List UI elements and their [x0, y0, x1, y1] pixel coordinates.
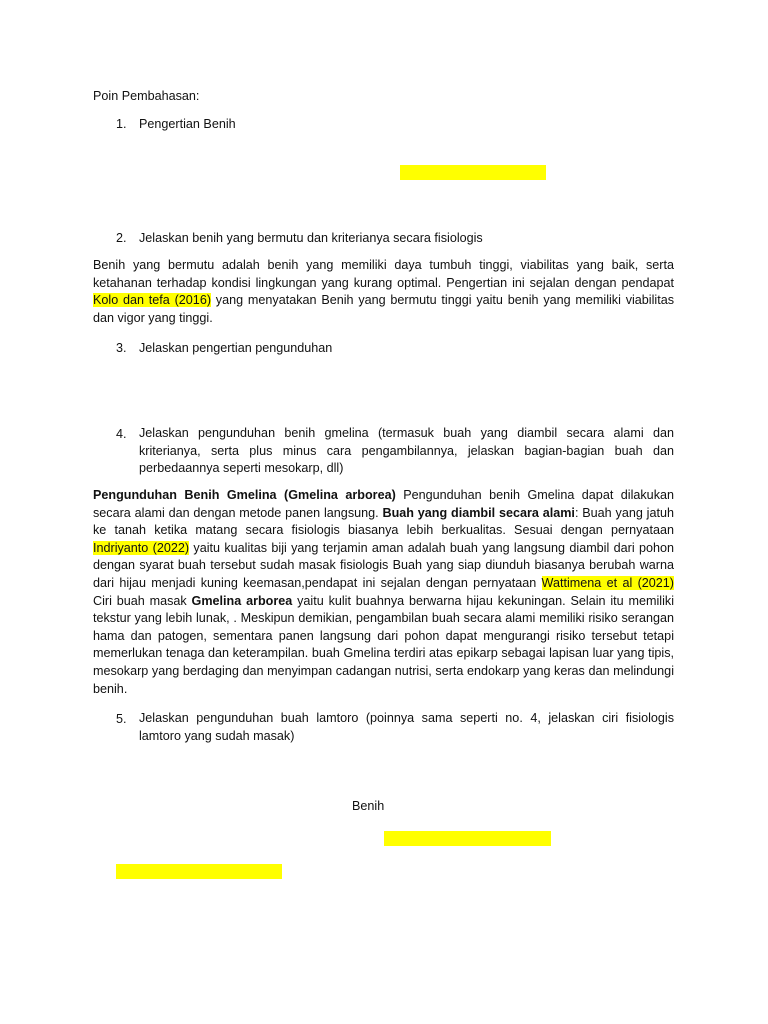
item-5-text: Jelaskan pengunduhan buah lamtoro (poinnya sama seperti no. 4, jelaskan ciri fisiologis lamtoro yang sudah masak) — [139, 711, 674, 743]
highlight-block — [116, 864, 282, 879]
highlight-block — [384, 831, 551, 846]
paragraph-gmelina — [93, 487, 674, 698]
item-4-text: Jelaskan pengunduhan benih gmelina (termasuk buah yang diambil secara alami dan kriterianya, serta plus minus cara pengambilannya, jelaskan bagian-bagian buah dan perbedaannya seperti mesokarp, dll) — [139, 426, 674, 476]
bold-text: Pengunduhan Benih Gmelina (Gmelina arborea) — [93, 488, 396, 502]
paragraph-text: Benih yang bermutu adalah benih yang memiliki daya tumbuh tinggi, viabilitas yang baik, serta ketahanan terhadap kondisi lingkungan yang kurang optimal. Pengertian ini sejalan dengan pendapat — [93, 258, 674, 290]
bold-text: Gmelina arborea — [191, 593, 293, 608]
paragraph-text: yaitu kualitas biji yang terjamin aman adalah buah yang langsung diambil dari pohon dengan syarat buah tersebut sudah masak fisiologis Buah yang siap diunduh biasanya berubah warna dari hijau menjadi kuning keemasan,pendapat ini sejalan dengan pernyataan — [93, 540, 674, 590]
paragraph-text: yang menyatakan Benih yang bermutu tinggi yaitu benih yang memiliki viabilitas dan vigor yang tinggi. — [93, 293, 674, 325]
item-3-text: Jelaskan pengertian pengunduhan — [139, 341, 333, 355]
item-5-number: 5. — [116, 712, 127, 726]
paragraph-text: yaitu kulit buahnya berwarna hijau kekuningan. Selain itu memiliki tekstur yang lebih lunak, . Meskipun demikian, pengambilan buah secara alami memiliki risiko serangan hama dan patogen, sementara panen langsung dari pohon dapat mengurangi risiko tersebut tetapi memerlukan tenaga dan keterampilan. buah Gmelina terdiri atas epikarp sebagai lapisan luar yang tipis, mesokarp yang berdaging dan menyimpan cadangan nutrisi, serta endokarp yang keras dan melindungi benih. — [93, 593, 674, 696]
citation-highlight: Wattimena et al (2021) — [541, 575, 674, 590]
centered-word: Benih — [352, 799, 385, 813]
paragraph-text: Ciri buah masak — [93, 593, 192, 608]
item-1-text: Pengertian Benih — [139, 117, 236, 131]
paragraph-benih-bermutu — [93, 257, 674, 327]
item-1-number: 1. — [116, 117, 127, 131]
item-3-number: 3. — [116, 341, 127, 355]
item-2-number: 2. — [116, 231, 127, 245]
paragraph-text: : Buah yang jatuh ke tanah ketika matang secara fisiologis biasanya lebih berkualitas. Sesuai dengan pernyataan — [93, 505, 674, 538]
citation-highlight: Kolo dan tefa (2016) — [93, 293, 212, 308]
item-2-text: Jelaskan benih yang bermutu dan kriterianya secara fisiologis — [139, 231, 483, 245]
paragraph-text: Pengunduhan benih Gmelina dapat dilakukan secara alami dan dengan metode panen langsung. — [93, 488, 674, 520]
item-4-number: 4. — [116, 427, 127, 441]
highlight-block — [400, 165, 546, 180]
bold-text: Buah yang diambil secara alami — [382, 505, 575, 520]
citation-highlight: Indriyanto (2022) — [93, 540, 190, 555]
section-heading: Poin Pembahasan: — [93, 89, 200, 103]
